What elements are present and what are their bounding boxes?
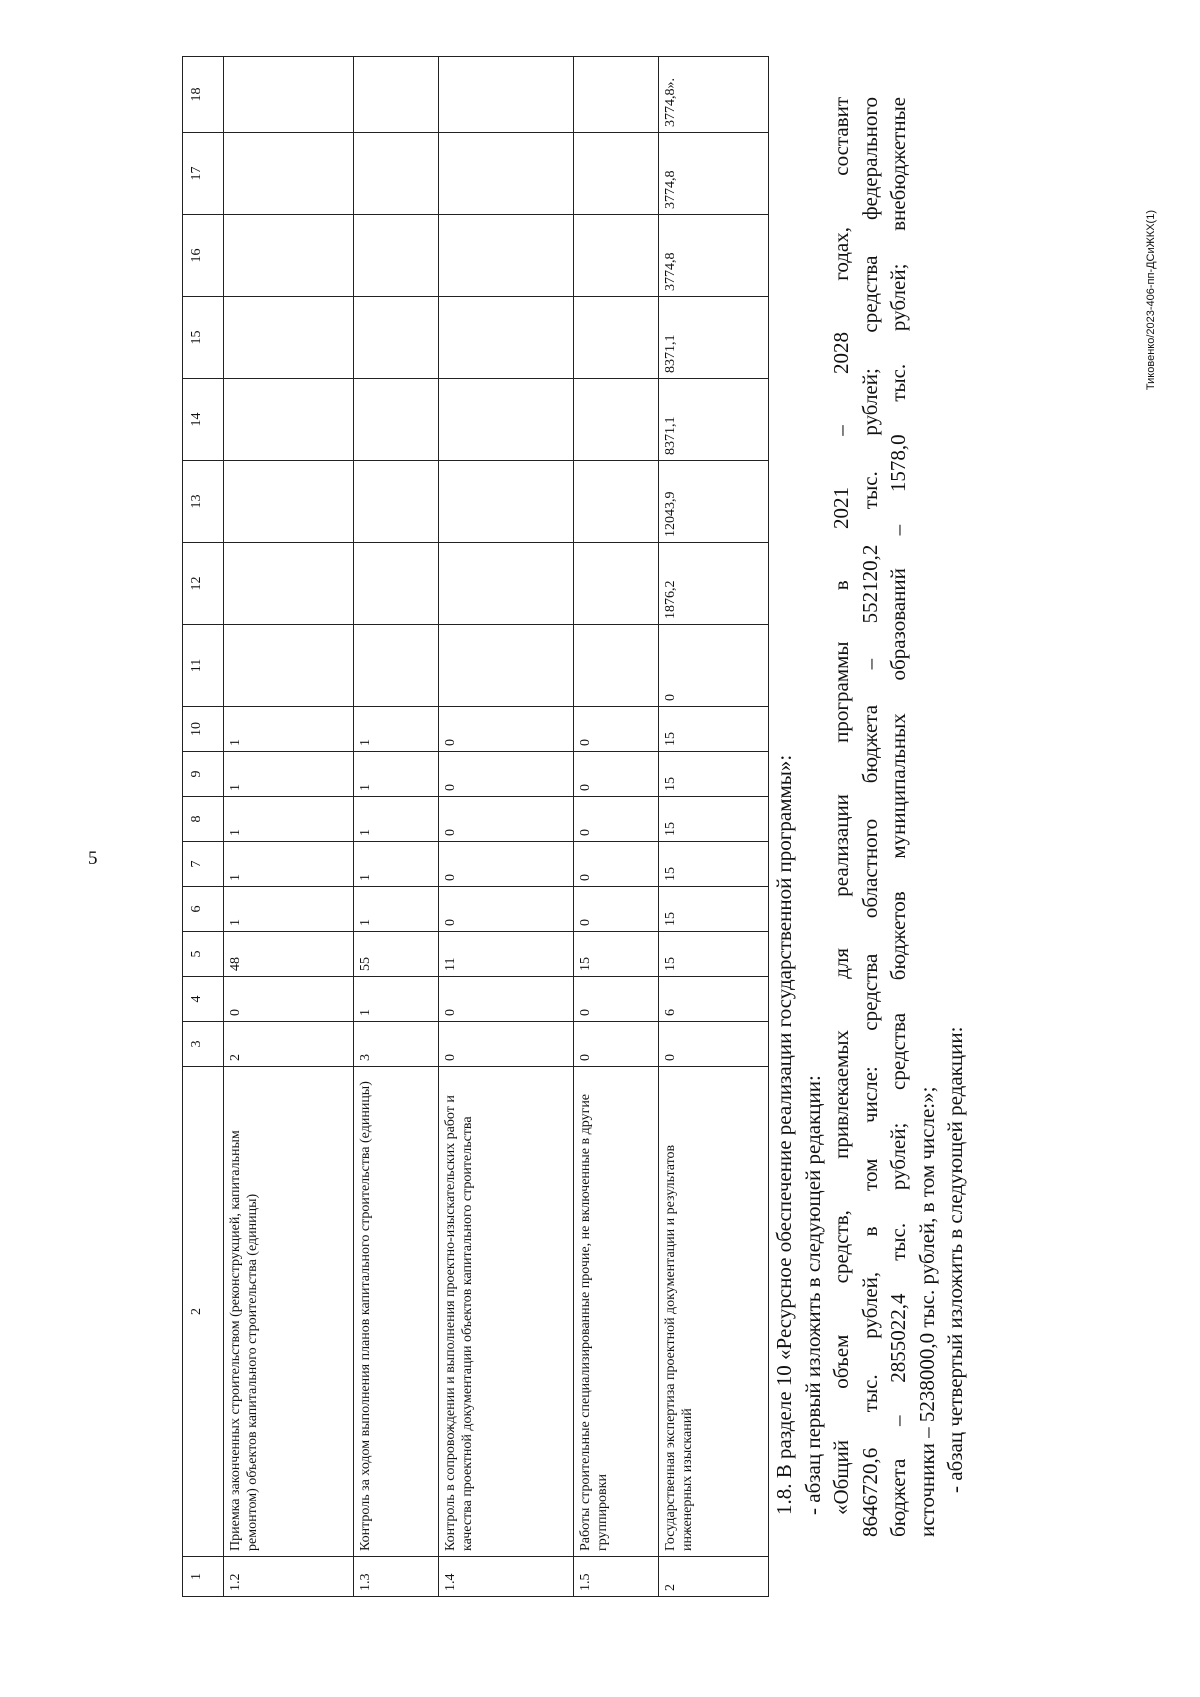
value-cell: 55 — [354, 932, 439, 977]
value-cell — [354, 133, 439, 215]
row-number-cell: 1.5 — [574, 1557, 659, 1597]
paragraph-fourth-abzats: - абзац четвертый изложить в следующей редакции: — [943, 1026, 968, 1493]
header-cell: 10 — [183, 707, 224, 752]
value-cell — [439, 57, 574, 133]
value-cell: 15 — [659, 707, 769, 752]
value-cell — [224, 133, 354, 215]
table-row — [574, 57, 659, 1597]
value-cell — [354, 215, 439, 297]
indicator-name-cell: Приемка законченных строительством (реконструкцией, капитальным ремонтом) объектов капитального строительства (единицы) — [224, 1067, 354, 1557]
header-cell: 11 — [183, 625, 224, 707]
value-cell: 8371,1 — [659, 379, 769, 461]
header-cell: 1 — [183, 1557, 224, 1597]
value-cell — [574, 379, 659, 461]
header-cell: 4 — [183, 977, 224, 1022]
value-cell — [574, 461, 659, 543]
value-cell: 1 — [224, 842, 354, 887]
value-cell: 1 — [354, 887, 439, 932]
value-cell: 0 — [659, 625, 769, 707]
value-cell — [224, 461, 354, 543]
value-cell: 0 — [574, 1022, 659, 1067]
paragraph-quote-line2: 8646720,6 тыс. рублей, в том числе: средства областного бюджета – 552120,2 тыс. рублей; средства федерального — [857, 97, 882, 1537]
value-cell: 0 — [574, 797, 659, 842]
value-cell: 0 — [659, 1022, 769, 1067]
value-cell: 0 — [224, 977, 354, 1022]
header-cell: 7 — [183, 842, 224, 887]
value-cell — [224, 379, 354, 461]
value-cell: 3774,8 — [659, 133, 769, 215]
document-id: Тиковенко/2023-406-пп-ДСиЖКХ(1) — [1145, 210, 1157, 391]
header-cell: 16 — [183, 215, 224, 297]
value-cell — [574, 297, 659, 379]
value-cell: 11 — [439, 932, 574, 977]
value-cell — [574, 625, 659, 707]
row-number-cell: 1.2 — [224, 1557, 354, 1597]
value-cell: 0 — [439, 887, 574, 932]
value-cell: 2 — [224, 1022, 354, 1067]
rotated-landscape-content — [182, 77, 1042, 1597]
value-cell: 1 — [354, 797, 439, 842]
header-cell: 5 — [183, 932, 224, 977]
value-cell: 15 — [574, 932, 659, 977]
value-cell — [224, 57, 354, 133]
value-cell: 15 — [659, 932, 769, 977]
indicator-name-cell: Государственная экспертиза проектной документации и результатов инженерных изысканий — [659, 1067, 769, 1557]
value-cell: 15 — [659, 797, 769, 842]
value-cell — [439, 297, 574, 379]
row-number-cell: 1.4 — [439, 1557, 574, 1597]
value-cell — [439, 543, 574, 625]
value-cell — [354, 379, 439, 461]
value-cell — [439, 133, 574, 215]
value-cell: 1 — [354, 842, 439, 887]
header-cell: 18 — [183, 57, 224, 133]
value-cell — [224, 625, 354, 707]
table-header-row — [183, 57, 224, 1597]
value-cell: 3774,8». — [659, 57, 769, 133]
table-row — [354, 57, 439, 1597]
header-cell: 3 — [183, 1022, 224, 1067]
indicators-table — [182, 56, 769, 1597]
table-row — [224, 57, 354, 1597]
value-cell: 0 — [574, 842, 659, 887]
value-cell — [354, 461, 439, 543]
value-cell — [439, 461, 574, 543]
header-cell: 6 — [183, 887, 224, 932]
header-cell: 17 — [183, 133, 224, 215]
value-cell — [224, 297, 354, 379]
row-number-cell: 2 — [659, 1557, 769, 1597]
value-cell: 6 — [659, 977, 769, 1022]
value-cell: 0 — [574, 887, 659, 932]
value-cell: 1 — [224, 887, 354, 932]
header-cell: 15 — [183, 297, 224, 379]
text-block — [770, 97, 970, 1537]
value-cell: 0 — [574, 752, 659, 797]
value-cell: 1 — [354, 752, 439, 797]
table-row — [439, 57, 574, 1597]
value-cell: 0 — [439, 842, 574, 887]
value-cell: 15 — [659, 752, 769, 797]
value-cell: 1 — [224, 707, 354, 752]
value-cell: 0 — [439, 797, 574, 842]
value-cell — [224, 543, 354, 625]
table-row — [659, 57, 769, 1597]
value-cell: 1 — [224, 752, 354, 797]
value-cell: 12043,9 — [659, 461, 769, 543]
value-cell: 15 — [659, 887, 769, 932]
value-cell: 15 — [659, 842, 769, 887]
header-cell: 12 — [183, 543, 224, 625]
paragraph-quote-line4: источники – 5238000,0 тыс. рублей, в том числе:»; — [914, 1086, 939, 1537]
paragraph-section-10: 1.8. В разделе 10 «Ресурсное обеспечение реализации государственной программы»: — [772, 754, 796, 1515]
value-cell — [574, 133, 659, 215]
value-cell — [439, 625, 574, 707]
value-cell: 0 — [439, 1022, 574, 1067]
value-cell: 3 — [354, 1022, 439, 1067]
value-cell: 3774,8 — [659, 215, 769, 297]
value-cell: 1 — [354, 977, 439, 1022]
value-cell: 48 — [224, 932, 354, 977]
value-cell: 0 — [439, 977, 574, 1022]
value-cell — [354, 57, 439, 133]
value-cell: 0 — [439, 707, 574, 752]
value-cell — [354, 297, 439, 379]
value-cell: 8371,1 — [659, 297, 769, 379]
header-cell: 9 — [183, 752, 224, 797]
header-cell: 14 — [183, 379, 224, 461]
value-cell: 0 — [574, 707, 659, 752]
value-cell — [354, 543, 439, 625]
value-cell — [439, 379, 574, 461]
value-cell: 0 — [574, 977, 659, 1022]
header-cell: 13 — [183, 461, 224, 543]
value-cell — [574, 215, 659, 297]
value-cell — [354, 625, 439, 707]
value-cell — [224, 215, 354, 297]
header-cell: 2 — [183, 1067, 224, 1557]
value-cell: 1 — [224, 797, 354, 842]
page-number: 5 — [88, 848, 98, 869]
value-cell — [574, 543, 659, 625]
paragraph-first-abzats: - абзац первый изложить в следующей редакции: — [800, 1075, 825, 1515]
indicator-name-cell: Работы строительные специализированные прочие, не включенные в другие группировки — [574, 1067, 659, 1557]
value-cell — [439, 215, 574, 297]
value-cell — [574, 57, 659, 133]
value-cell: 1 — [354, 707, 439, 752]
value-cell: 1876,2 — [659, 543, 769, 625]
indicator-name-cell: Контроль за ходом выполнения планов капитального строительства (единицы) — [354, 1067, 439, 1557]
paragraph-quote-line1: «Общий объем средств, привлекаемых для реализации программы в 2021 – 2028 годах, составит — [829, 97, 854, 1515]
paragraph-quote-line3: бюджета – 2855022,4 тыс. рублей; средства бюджетов муниципальных образований – 1578,0 тыс. рублей; внебюджетные — [886, 97, 911, 1537]
row-number-cell: 1.3 — [354, 1557, 439, 1597]
header-cell: 8 — [183, 797, 224, 842]
indicator-name-cell: Контроль в сопровождении и выполнения проектно-изыскательских работ и качества проектной документации объектов капитального строительства — [439, 1067, 574, 1557]
value-cell: 0 — [439, 752, 574, 797]
